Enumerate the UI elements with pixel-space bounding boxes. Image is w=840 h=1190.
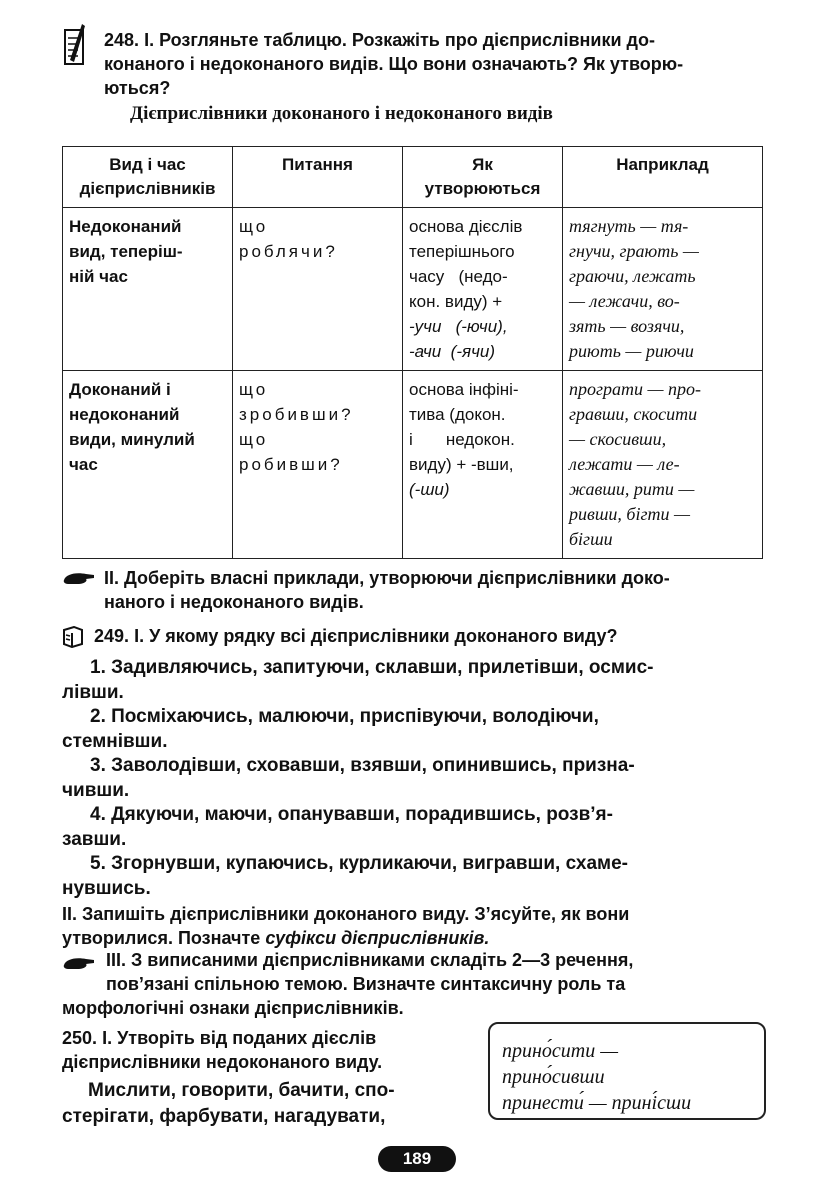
hand-pointer-icon: [62, 570, 96, 586]
task-line: морфологічні ознаки дієприслівників.: [62, 998, 404, 1018]
task-line: утворилися. Позначте суфікси дієприслівників.: [62, 928, 490, 948]
exercise-249-part2: [62, 902, 774, 950]
list-item: 3. Заволодівши, сховавши, взявши, опинившись, призна- чивши.: [62, 755, 635, 801]
exercise-249-task: [94, 624, 774, 648]
table-cell-examples: тягнуть — тя- гнучи, грають — граючи, лежать — лежачи, во- зять — возячи, риють — риючи: [563, 208, 763, 371]
rule-line: принести́ — прині́сши: [502, 1092, 692, 1114]
book-icon: [62, 626, 84, 648]
exercise-number: 248.: [104, 30, 140, 50]
task-line: конаного і недоконаного видів. Що вони означають? Як утворю-: [104, 54, 684, 74]
table-cell-formation: основа дієслів теперішнього часу (недо- кон. виду) + -учи (-ючи), -ачи (-ячи): [403, 208, 563, 371]
list-item: 1. Задивляючись, запитуючи, склавши, прилетівши, осмис- лівши.: [62, 657, 654, 703]
task-line: III. З виписаними дієприслівниками складіть 2—3 речення,: [106, 950, 634, 970]
task-line: І. У якому рядку всі дієприслівники доконаного виду?: [134, 626, 618, 646]
list-item: 4. Дякуючи, маючи, опанувавши, порадившись, розв’я- завши.: [62, 804, 613, 850]
exercise-number: 249.: [94, 626, 130, 646]
list-item: 2. Посміхаючись, малюючи, приспівуючи, володіючи, стемнівши.: [62, 706, 599, 752]
exercise-249-items: [62, 656, 774, 901]
exercise-248-part2: [104, 566, 774, 614]
task-line: пов’язані спільною темою. Визначте синтаксичну роль та: [106, 974, 626, 994]
table-header-cell: Наприклад: [563, 147, 763, 208]
task-line: наного і недоконаного видів.: [104, 592, 364, 612]
exercise-number: 250.: [62, 1028, 98, 1048]
table-header-cell: Вид і час дієприслівників: [63, 147, 233, 208]
pen-icon: [64, 22, 86, 66]
word-list-line: Мислити, говорити, бачити, спо-: [88, 1080, 395, 1101]
exercise-249-part3: [62, 948, 774, 1020]
table-row: [63, 371, 763, 559]
table-cell-examples: програти — про- гравши, скосити — скосивши, лежати — ле- жавши, рити — ривши, бігти — бігши: [563, 371, 763, 559]
table-header-cell: Як утворюються: [403, 147, 563, 208]
table-header-cell: Питання: [233, 147, 403, 208]
list-item: 5. Згорнувши, купаючись, курликаючи, вигравши, схаме- нувшись.: [62, 853, 629, 899]
task-line: ються?: [104, 78, 171, 98]
page-number: 189: [378, 1146, 456, 1172]
task-line: II. Доберіть власні приклади, утворюючи дієприслівники доко-: [104, 568, 670, 588]
table-cell-question: що роблячи?: [233, 208, 403, 371]
task-line: дієприслівники недоконаного виду.: [62, 1052, 383, 1072]
rule-line: прино́сити —: [502, 1040, 619, 1062]
task-line: І. Розгляньте таблицю. Розкажіть про дієприслівники до-: [144, 30, 655, 50]
exercise-250-task: [62, 1026, 482, 1074]
exercise-248-task: [104, 28, 774, 100]
table-cell-formation: основа інфіні- тива (докон. і недокон. виду) + -вши, (-ши): [403, 371, 563, 559]
table-header-row: [63, 147, 763, 208]
task-line: II. Запишіть дієприслівники доконаного виду. З’ясуйте, як вони: [62, 904, 630, 924]
rule-line: прино́сивши: [502, 1066, 605, 1088]
participles-table: [62, 146, 763, 559]
table-cell-question: що зробивши? що робивши?: [233, 371, 403, 559]
table-row: [63, 208, 763, 371]
task-line: І. Утворіть від поданих дієслів: [102, 1028, 377, 1048]
word-list-line: стерігати, фарбувати, нагадувати,: [62, 1106, 386, 1127]
exercise-250-words: [62, 1078, 482, 1130]
table-title: Дієприслівники доконаного і недоконаного видів: [130, 103, 553, 124]
example-rule-box: [488, 1022, 766, 1120]
table-cell-type: Доконаний і недоконаний види, минулий час: [63, 371, 233, 559]
table-cell-type: Недоконаний вид, теперіш- ній час: [63, 208, 233, 371]
